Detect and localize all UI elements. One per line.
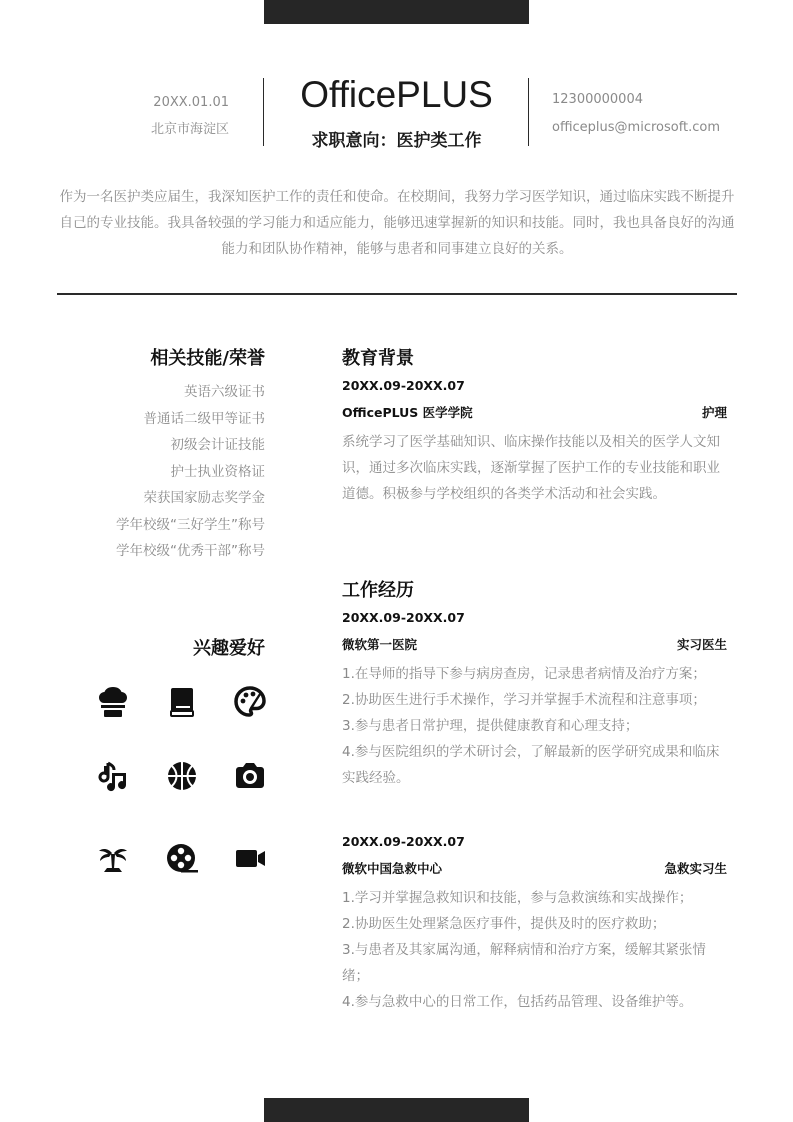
job-point: 4.参与急救中心的日常工作，包括药品管理、设备维护等。 <box>342 994 693 1010</box>
video-camera-icon <box>230 838 270 878</box>
skills-list <box>116 379 265 565</box>
palm-tree-icon <box>93 838 133 878</box>
job-desc <box>342 661 727 791</box>
skill-item: 护士执业资格证 <box>170 463 265 480</box>
job-org: 微软第一医院 <box>342 637 418 652</box>
section-divider <box>57 293 737 295</box>
job-date: 20XX.09-20XX.07 <box>342 610 465 625</box>
self-summary: 作为一名医护类应届生，我深知医护工作的责任和使命。在校期间，我努力学习医学知识，通过临床实践不断提升自己的专业技能。我具备较强的学习能力和适应能力，能够迅速掌握新的知识和技能。同时，我也具备良好的沟通能力和团队协作精神，能够与患者和同事建立良好的关系。 <box>59 189 735 257</box>
camera-icon <box>230 756 270 796</box>
location-text: 北京市海淀区 <box>150 122 229 137</box>
education-title: 教育背景 <box>342 348 414 369</box>
skill-item: 学年校级“三好学生”称号 <box>116 516 265 533</box>
top-decor-bar <box>264 0 529 24</box>
job-point: 3.与患者及其家属沟通，解释病情和治疗方案，缓解其紧张情绪； <box>342 942 706 984</box>
job-date: 20XX.09-20XX.07 <box>342 834 465 849</box>
basketball-icon <box>162 756 202 796</box>
job-desc <box>342 885 727 1015</box>
education-row <box>342 403 727 421</box>
chef-hat-icon <box>93 682 133 722</box>
hobbies-title: 兴趣爱好 <box>193 638 265 659</box>
education-major: 护理 <box>701 405 727 420</box>
job-point: 4.参与医院组织的学术研讨会，了解最新的医学研究成果和临床实践经验。 <box>342 744 720 786</box>
palette-icon <box>230 682 270 722</box>
date-text: 20XX.01.01 <box>153 95 229 110</box>
education-desc: 系统学习了医学基础知识、临床操作技能以及相关的医学人文知识，通过多次临床实践，逐渐掌握了医护工作的专业技能和职业道德。积极参与学校组织的各类学术活动和社会实践。 <box>342 434 720 502</box>
job-row <box>342 635 727 653</box>
job-row <box>342 859 727 877</box>
book-icon <box>162 682 202 722</box>
bottom-decor-bar <box>264 1098 529 1122</box>
skill-item: 荣获国家励志奖学金 <box>143 490 265 506</box>
skill-item: 普通话二级甲等证书 <box>143 410 265 427</box>
header-left-info <box>151 89 229 143</box>
job-block-2 <box>342 834 727 1015</box>
skill-item: 学年校级“优秀干部”称号 <box>116 543 265 559</box>
job-point: 1.学习并掌握急救知识和技能，参与急救演练和实战操作； <box>342 890 693 906</box>
job-org: 微软中国急救中心 <box>342 861 443 876</box>
education-school: OfficePLUS 医学学院 <box>342 405 473 420</box>
header-right-info <box>552 86 720 142</box>
candidate-name: OfficePLUS <box>300 74 493 115</box>
education-section <box>342 344 727 507</box>
job-point: 2.协助医生进行手术操作，学习并掌握手术流程和注意事项； <box>342 692 706 708</box>
education-date: 20XX.09-20XX.07 <box>342 378 465 393</box>
job-intent: 求职意向：医护类工作 <box>311 131 482 151</box>
job-point: 2.协助医生处理紧急医疗事件，提供及时的医疗救助； <box>342 916 666 932</box>
email-text: officeplus@microsoft.com <box>552 120 721 135</box>
phone-text: 12300000004 <box>552 92 643 107</box>
job-role: 实习医生 <box>676 637 727 652</box>
film-reel-icon <box>162 838 202 878</box>
job-point: 3.参与患者日常护理，提供健康教育和心理支持； <box>342 718 639 734</box>
job-role: 急救实习生 <box>664 861 727 876</box>
work-section <box>342 576 727 791</box>
skill-item: 初级会计证技能 <box>170 437 265 453</box>
skills-title: 相关技能/荣誉 <box>150 348 265 369</box>
work-title: 工作经历 <box>342 580 414 601</box>
job-point: 1.在导师的指导下参与病房查房，记录患者病情及治疗方案； <box>342 666 706 682</box>
skill-item: 英语六级证书 <box>184 384 265 400</box>
music-icon <box>93 756 133 796</box>
header-divider-right <box>528 78 529 146</box>
